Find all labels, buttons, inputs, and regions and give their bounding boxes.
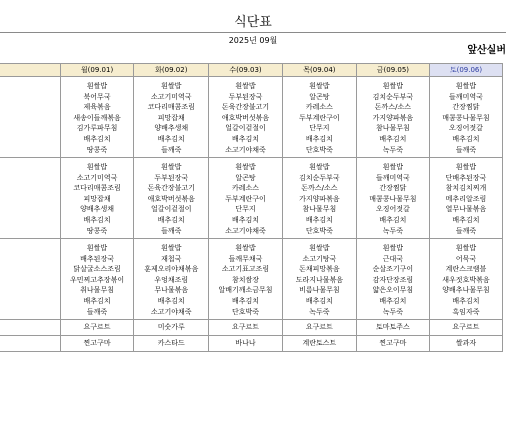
menu-item: 닭살굴소스조림 — [73, 265, 121, 274]
menu-item: 흰쌀밥 — [309, 163, 330, 171]
menu-item: 소고기탕국 — [302, 254, 337, 263]
menu-item: 흰쌀밥 — [161, 244, 182, 252]
menu-item: 훈제오리야채볶음 — [144, 265, 199, 274]
menu-item: 배추김치 — [305, 134, 333, 143]
menu-item: 제육볶음 — [83, 103, 111, 112]
menu-item: 들깨미역국 — [449, 92, 483, 101]
menu-item: 우엉채조림 — [154, 275, 189, 284]
lunch-cell — [356, 158, 429, 239]
day-header: 목(09.04) — [282, 64, 356, 77]
snack1-cell: 요구르트 — [209, 320, 283, 336]
menu-item: 들깨죽 — [455, 226, 477, 235]
menu-item: 배추김치 — [157, 215, 185, 224]
menu-item: 근대국 — [382, 254, 404, 263]
dinner-cell — [134, 239, 209, 320]
menu-item: 두부계란구이 — [299, 113, 340, 122]
menu-item: 녹두죽 — [382, 307, 404, 316]
menu-item: 카레소스 — [231, 184, 260, 193]
menu-item: 애호박버섯볶음 — [221, 113, 270, 122]
menu-item: 간장찜닭 — [379, 184, 407, 193]
lunch-cell — [282, 158, 356, 239]
menu-item: 참치쌈장 — [231, 275, 260, 284]
menu-item: 북어무국 — [83, 92, 111, 101]
menu-item: 녹두죽 — [382, 145, 404, 154]
menu-item: 소고기표고조림 — [221, 265, 270, 274]
menu-item: 배추김치 — [157, 296, 185, 305]
menu-item: 얇은오이무침 — [372, 286, 414, 295]
dinner-row — [0, 239, 503, 320]
menu-item: 단무지 — [309, 124, 330, 133]
menu-item: 배추김치 — [452, 296, 480, 305]
snack2-row — [0, 336, 503, 352]
menu-item: 단무지 — [235, 205, 256, 214]
menu-item: 재첩국 — [161, 254, 182, 263]
menu-item: 매콤콩나물무침 — [369, 194, 417, 203]
snack2-cell: 카스타드 — [134, 336, 209, 352]
menu-item: 피망잡채 — [157, 113, 185, 122]
menu-item: 메추리알조림 — [445, 194, 487, 203]
menu-item: 가지양파볶음 — [299, 194, 340, 203]
menu-item: 알곤탕 — [309, 92, 330, 101]
menu-item: 열무나물볶음 — [445, 205, 487, 214]
row-label-cell — [0, 239, 60, 320]
menu-item: 소고기야채죽 — [225, 145, 266, 154]
menu-item: 오징어젓갈 — [449, 124, 483, 133]
snack1-cell: 요구르트 — [429, 320, 502, 336]
dinner-cell — [356, 239, 429, 320]
menu-item: 두부된장국 — [154, 173, 189, 182]
lunch-cell — [60, 158, 134, 239]
menu-item: 들깨죽 — [161, 145, 182, 154]
menu-item: 우민찌고추장볶이 — [70, 275, 125, 284]
menu-item: 피망잡채 — [83, 194, 111, 203]
menu-item: 배추김치 — [83, 134, 111, 143]
menu-item: 흰쌀밥 — [235, 163, 256, 171]
menu-item: 흰쌀밥 — [161, 163, 182, 171]
menu-item: 비름나물무침 — [299, 286, 340, 295]
menu-item: 배추김치 — [231, 296, 260, 305]
menu-item: 배추김치 — [305, 215, 333, 224]
menu-item: 애호박버섯볶음 — [147, 194, 195, 203]
breakfast-cell — [429, 77, 502, 158]
menu-item: 새우젓호박볶음 — [442, 275, 490, 284]
snack2-cell: 쌀과자 — [429, 336, 502, 352]
menu-item: 배추된장국 — [80, 254, 114, 263]
menu-item: 돈육간장불고기 — [147, 184, 195, 193]
menu-item: 흰쌀밥 — [309, 82, 330, 90]
lunch-cell — [209, 158, 283, 239]
menu-item: 새송이들깨볶음 — [73, 113, 121, 122]
menu-item: 코다리매콤조림 — [73, 184, 121, 193]
dinner-cell — [209, 239, 283, 320]
menu-item: 배추김치 — [83, 215, 111, 224]
menu-item: 가지양파볶음 — [372, 113, 414, 122]
menu-item: 순살조기구이 — [372, 265, 414, 274]
menu-item: 녹두죽 — [382, 226, 404, 235]
menu-item: 배추김치 — [452, 215, 480, 224]
menu-item: 배추김치 — [157, 134, 185, 143]
menu-item: 들깨무채국 — [228, 254, 263, 263]
breakfast-cell — [209, 77, 283, 158]
menu-item: 도라지나물볶음 — [295, 275, 344, 284]
row-label-cell — [0, 77, 60, 158]
menu-item: 흰쌀밥 — [309, 244, 330, 252]
menu-item: 배추김치 — [379, 296, 407, 305]
snack1-cell: 미숫가루 — [134, 320, 209, 336]
row-label-cell — [0, 320, 60, 336]
dinner-cell — [60, 239, 134, 320]
menu-item: 카레소스 — [305, 103, 333, 112]
menu-item: 배추김치 — [231, 215, 260, 224]
menu-item: 흰쌀밥 — [86, 163, 108, 171]
menu-item: 오징어젓갈 — [375, 205, 410, 214]
menu-item: 소고기야채죽 — [225, 226, 266, 235]
month-label: 2025년 09월 — [228, 36, 278, 45]
dinner-cell — [429, 239, 502, 320]
menu-item: 들깨미역국 — [375, 173, 410, 182]
day-header: 수(09.03) — [209, 64, 283, 77]
menu-item: 취나물무침 — [80, 286, 114, 295]
breakfast-row — [0, 77, 503, 158]
menu-item: 돈까스/소스 — [301, 184, 338, 193]
menu-item: 두부된장국 — [228, 92, 263, 101]
snack2-cell: 바나나 — [209, 336, 283, 352]
menu-item: 두부계란구이 — [225, 194, 266, 203]
menu-item: 흑임자죽 — [452, 307, 480, 316]
menu-item: 참나물무침 — [302, 205, 337, 214]
menu-item: 소고기미역국 — [151, 92, 192, 101]
day-header: 화(09.02) — [134, 64, 209, 77]
day-header: 월(09.01) — [60, 64, 134, 77]
menu-item: 계란스크램블 — [445, 265, 487, 274]
day-header: 금(09.05) — [356, 64, 429, 77]
day-header-row — [0, 64, 503, 77]
menu-item: 흰쌀밥 — [235, 82, 256, 90]
day-header: 토(09.06) — [429, 64, 502, 77]
menu-item: 김치순두부국 — [299, 173, 340, 182]
menu-item: 돈채피망볶음 — [299, 265, 340, 274]
title-underline — [0, 32, 506, 33]
breakfast-cell — [134, 77, 209, 158]
lunch-row — [0, 158, 503, 239]
menu-item: 얼갈이겉절이 — [151, 205, 192, 214]
organization-name: 앞산실버 — [467, 45, 506, 56]
menu-item: 참나물무침 — [375, 124, 410, 133]
snack1-cell: 토마토주스 — [356, 320, 429, 336]
menu-item: 단배추된장국 — [445, 173, 487, 182]
menu-item: 알곤탕 — [235, 173, 256, 182]
lunch-cell — [429, 158, 502, 239]
menu-item: 소고기야채죽 — [151, 307, 192, 316]
row-label-cell — [0, 158, 60, 239]
menu-item: 흰쌀밥 — [455, 244, 477, 252]
menu-item: 간장찜닭 — [452, 103, 480, 112]
snack1-cell: 요구르트 — [282, 320, 356, 336]
row-label-cell — [0, 336, 60, 352]
menu-item: 땅콩죽 — [86, 145, 108, 154]
menu-item: 참치김치찌개 — [445, 184, 487, 193]
snack1-cell: 요구르트 — [60, 320, 134, 336]
menu-item: 매콤콩나물무침 — [442, 113, 490, 122]
menu-item: 김치순두부국 — [372, 92, 414, 101]
menu-item: 양배추생채 — [154, 124, 189, 133]
menu-item: 단호박죽 — [305, 226, 333, 235]
row-label-cell — [0, 64, 60, 77]
menu-item: 김가루파무침 — [76, 124, 118, 133]
menu-item: 흰쌀밥 — [235, 244, 256, 252]
menu-item: 배추김치 — [83, 296, 111, 305]
menu-item: 돈육간장불고기 — [221, 103, 270, 112]
breakfast-cell — [356, 77, 429, 158]
menu-item: 양배추생채 — [80, 205, 114, 214]
menu-item: 흰쌀밥 — [161, 82, 182, 90]
menu-item: 감자단장조림 — [372, 275, 414, 284]
menu-item: 단호박죽 — [231, 307, 260, 316]
menu-item: 흰쌀밥 — [382, 244, 404, 252]
menu-item: 들깨죽 — [455, 145, 477, 154]
snack2-cell: 찐고구마 — [356, 336, 429, 352]
snack2-cell: 찐고구마 — [60, 336, 134, 352]
snack1-row — [0, 320, 503, 336]
menu-item: 어묵국 — [455, 254, 477, 263]
menu-item: 배추김치 — [305, 296, 333, 305]
page-title: 식단표 — [234, 15, 272, 30]
menu-item: 흰쌀밥 — [382, 82, 404, 90]
menu-item: 양배추나물무침 — [442, 286, 490, 295]
menu-item: 흰쌀밥 — [86, 82, 108, 90]
menu-item: 무나물볶음 — [154, 286, 189, 295]
menu-item: 단호박죽 — [305, 145, 333, 154]
menu-item: 배추김치 — [379, 134, 407, 143]
lunch-cell — [134, 158, 209, 239]
menu-item: 배추김치 — [452, 134, 480, 143]
menu-item: 흰쌀밥 — [382, 163, 404, 171]
menu-item: 알배기깨소금무침 — [218, 286, 273, 295]
dinner-cell — [282, 239, 356, 320]
meal-table — [0, 63, 503, 352]
menu-item: 들깨죽 — [86, 307, 108, 316]
menu-item: 코다리매콤조림 — [147, 103, 195, 112]
menu-item: 소고기미역국 — [76, 173, 118, 182]
snack2-cell: 계란토스트 — [282, 336, 356, 352]
menu-item: 얼갈이겉절이 — [225, 124, 266, 133]
menu-item: 흰쌀밥 — [86, 244, 108, 252]
menu-item: 흰쌀밥 — [455, 82, 477, 90]
menu-item: 배추김치 — [379, 215, 407, 224]
menu-item: 들깨죽 — [161, 226, 182, 235]
menu-item: 배추김치 — [231, 134, 260, 143]
breakfast-cell — [282, 77, 356, 158]
menu-item: 땅콩죽 — [86, 226, 108, 235]
menu-item: 돈까스/소스 — [374, 103, 411, 112]
menu-item: 녹두죽 — [309, 307, 330, 316]
menu-item: 흰쌀밥 — [455, 163, 477, 171]
breakfast-cell — [60, 77, 134, 158]
